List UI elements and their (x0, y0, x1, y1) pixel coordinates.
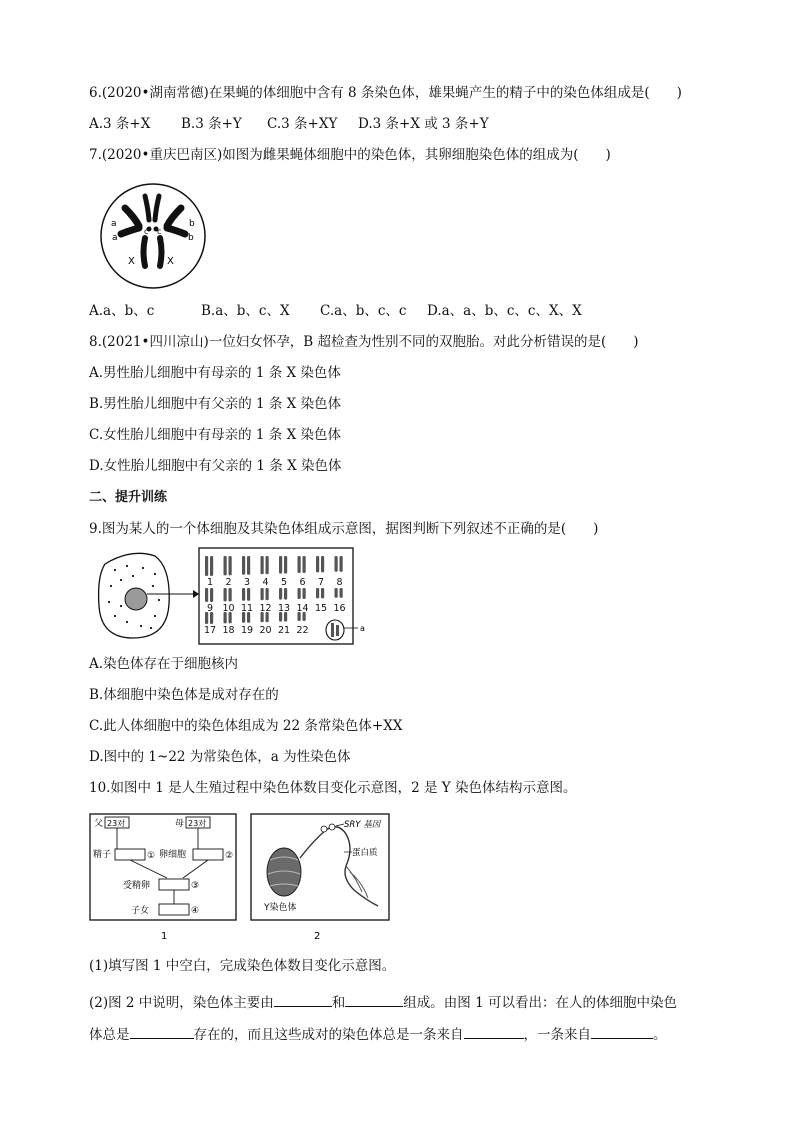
q7-figure (95, 182, 211, 290)
karyotype-chromosome (321, 556, 324, 572)
sex-chromosome-label: a (360, 624, 365, 633)
karyotype-chromosome (242, 556, 245, 575)
q7-stem: 7.(2020•重庆巴南区)如图为雌果蝇体细胞中的染色体，其卵细胞染色体的组成为( ) (89, 147, 611, 163)
q6-option-c: C.3 条+XY (267, 116, 338, 132)
karyotype-chromosome (210, 556, 213, 576)
q6-option-d: D.3 条+X 或 3 条+Y (358, 116, 489, 132)
karyotype-number: 16 (333, 603, 346, 614)
karyotype-chromosome (224, 588, 227, 601)
father-label: 父 (94, 819, 104, 829)
karyotype-chromosome (279, 588, 282, 600)
q8-option-b: B.男性胎儿细胞中有父亲的 1 条 X 染色体 (89, 396, 342, 412)
q10-sub2-f: ，一条来自 (523, 1027, 591, 1043)
label-x-left: X (128, 256, 135, 267)
q7-option-b: B.a、b、c、X (201, 303, 290, 319)
y-chromosome-icon (267, 848, 301, 896)
label-b-upper: b (189, 219, 195, 229)
mother-label: 母 (175, 819, 185, 829)
mark-2: ② (225, 851, 234, 861)
answer-blank-1[interactable] (274, 992, 332, 1007)
answer-blank-2[interactable] (345, 992, 403, 1007)
karyotype-chromosome (242, 588, 245, 601)
karyotype-chromosome (284, 556, 287, 574)
q10-sub2-a: (2)图 2 中说明，染色体主要由 (89, 995, 274, 1011)
karyotype-number: 7 (318, 577, 325, 588)
karyotype-chromosome (316, 588, 319, 598)
q7-options (89, 302, 582, 320)
mark-3: ③ (191, 881, 200, 891)
q10-sub2-b: 和 (331, 995, 346, 1011)
label-a-upper: a (111, 219, 117, 229)
q10-sub2-g: 。 (653, 1027, 667, 1043)
karyotype-number: 11 (241, 603, 254, 614)
karyotype-number: 10 (222, 603, 235, 614)
chromosome-mid-right (155, 196, 159, 220)
karyotype-chromosome (229, 588, 232, 601)
child-label: 子女 (131, 906, 150, 916)
karyotype-chromosome (340, 556, 343, 572)
karyotype-number: 6 (299, 577, 306, 588)
q8-option-d: D.女性胎儿细胞中有父亲的 1 条 X 染色体 (89, 458, 342, 474)
karyotype-chromosome (303, 556, 306, 573)
sry-gene-label: SRY 基因 (344, 820, 381, 830)
chromosome-a2 (121, 228, 139, 234)
karyotype-number: 4 (262, 577, 269, 588)
q10-sub2-d: 体总是 (89, 1027, 130, 1043)
karyotype-number: 20 (259, 625, 272, 636)
karyotype-chromosome (229, 556, 232, 575)
chromosome-a1 (125, 208, 139, 226)
protein-label: 蛋白质 (352, 848, 378, 858)
karyotype-chromosome (284, 588, 287, 600)
label-b-lower: b (188, 233, 194, 243)
egg-label: 卵细胞 (159, 850, 187, 860)
karyotype-chromosome (266, 556, 269, 574)
karyotype-numbers (204, 577, 346, 636)
father-count: 23对 (107, 819, 126, 828)
karyotype-number: 5 (281, 577, 288, 588)
karyotype-number: 12 (259, 603, 272, 614)
karyotype-chromosome (279, 556, 282, 574)
q7-option-d: D.a、a、b、c、c、X、X (427, 303, 582, 319)
q9-option-a: A.染色体存在于细胞核内 (89, 656, 239, 672)
karyotype-number: 8 (336, 577, 343, 588)
q9-option-b: B.体细胞中染色体是成对存在的 (89, 687, 279, 703)
q6-option-b: B.3 条+Y (181, 116, 242, 132)
q10-figure-1 (89, 812, 239, 942)
karyotype-chromosome (316, 556, 319, 572)
answer-blank-5[interactable] (591, 1024, 653, 1039)
q9-stem: 9.图为某人的一个体细胞及其染色体组成示意图，据图判断下列叙述不正确的是( ) (89, 521, 599, 537)
section-heading: 二、提升训练 (89, 490, 168, 505)
q8-option-c: C.女性胎儿细胞中有母亲的 1 条 X 染色体 (89, 427, 342, 443)
q7-option-c: C.a、b、c、c (320, 303, 407, 319)
karyotype-chromosome (224, 556, 227, 575)
label-c-left: c (144, 227, 149, 236)
chromosome-b1 (167, 208, 181, 226)
fig1-caption: 1 (161, 931, 168, 942)
y-chromosome-label: Y染色体 (264, 903, 297, 913)
karyotype-number: 1 (207, 577, 214, 588)
karyotype-chromosome (321, 588, 324, 598)
q10-sub1: (1)填写图 1 中空白，完成染色体数目变化示意图。 (89, 958, 396, 974)
karyotype-number: 15 (315, 603, 328, 614)
karyotype-number: 17 (204, 625, 217, 636)
karyotype-chromosome (335, 556, 338, 572)
karyotype-number: 22 (296, 625, 309, 636)
karyotype-number: 2 (225, 577, 232, 588)
chromosome-b2 (167, 228, 185, 234)
karyotype-chromosome (210, 588, 213, 602)
q7-option-a: A.a、b、c (89, 303, 155, 319)
cell-nucleus (125, 588, 147, 610)
q8-option-a: A.男性胎儿细胞中有母亲的 1 条 X 染色体 (89, 365, 341, 381)
mark-1: ① (147, 851, 156, 861)
karyotype-chromosome (303, 588, 306, 599)
q10-sub2-line2 (89, 1024, 667, 1044)
q9-option-d: D.图中的 1~22 为常染色体，a 为性染色体 (89, 749, 351, 765)
karyotype-chromosome (261, 588, 264, 600)
karyotype-chromosome (205, 556, 208, 576)
zygote-label: 受精卵 (123, 881, 151, 891)
q10-sub2-line1 (89, 992, 677, 1012)
karyotype-chromosome (298, 588, 301, 599)
mark-4: ④ (191, 906, 200, 916)
answer-blank-4[interactable] (464, 1024, 524, 1039)
karyotype-number: 14 (296, 603, 309, 614)
karyotype-number: 9 (207, 603, 214, 614)
chromosome-mid-left (145, 196, 149, 220)
karyotype-chromosome (298, 556, 301, 573)
answer-blank-3[interactable] (130, 1024, 194, 1039)
chromosome-x2 (160, 238, 162, 266)
q10-sub2-c: 组成。由图 1 可以看出：在人的体细胞中染色 (403, 995, 677, 1011)
q10-stem: 10.如图中 1 是人生殖过程中染色体数目变化示意图，2 是 Y 染色体结构示意图。 (89, 780, 577, 796)
sex-chromosome-circle (326, 620, 344, 640)
label-c-right: c (157, 227, 162, 236)
chromosome-x1 (144, 238, 146, 266)
karyotype-chromosome (247, 556, 250, 575)
karyotype-number: 13 (278, 603, 291, 614)
q10-sub2-e: 存在的，而且这些成对的染色体总是一条来自 (193, 1027, 464, 1043)
karyotype-chromosome (335, 588, 338, 598)
karyotype-chromosome (340, 588, 343, 598)
q9-option-c: C.此人体细胞中的染色体组成为 22 条常染色体+XX (89, 718, 403, 734)
q6-stem: 6.(2020•湖南常德)在果蝇的体细胞中含有 8 条染色体，雄果蝇产生的精子中的染色体组成是( ) (89, 85, 682, 101)
q6-options (89, 115, 489, 133)
q8-stem: 8.(2021•四川凉山)一位妇女怀孕，B 超检查为性别不同的双胞胎。对此分析错误的是( ) (89, 334, 639, 350)
karyotype-chromosome (247, 588, 250, 601)
karyotype-number: 19 (241, 625, 254, 636)
label-x-right: X (167, 256, 174, 267)
karyotype-chromosome (266, 588, 269, 600)
karyotype-chromosome (205, 588, 208, 602)
mother-count: 23对 (188, 819, 207, 828)
label-a-lower: a (112, 233, 118, 243)
sperm-label: 精子 (93, 850, 112, 860)
karyotype-number: 18 (222, 625, 235, 636)
fig2-caption: 2 (314, 931, 321, 942)
karyotype-number: 21 (278, 625, 291, 636)
q6-option-a: A.3 条+X (89, 116, 151, 132)
karyotype-chromosome (261, 556, 264, 574)
q10-figure-2 (250, 812, 392, 942)
karyotype-number: 3 (244, 577, 251, 588)
q9-figure (93, 546, 373, 648)
